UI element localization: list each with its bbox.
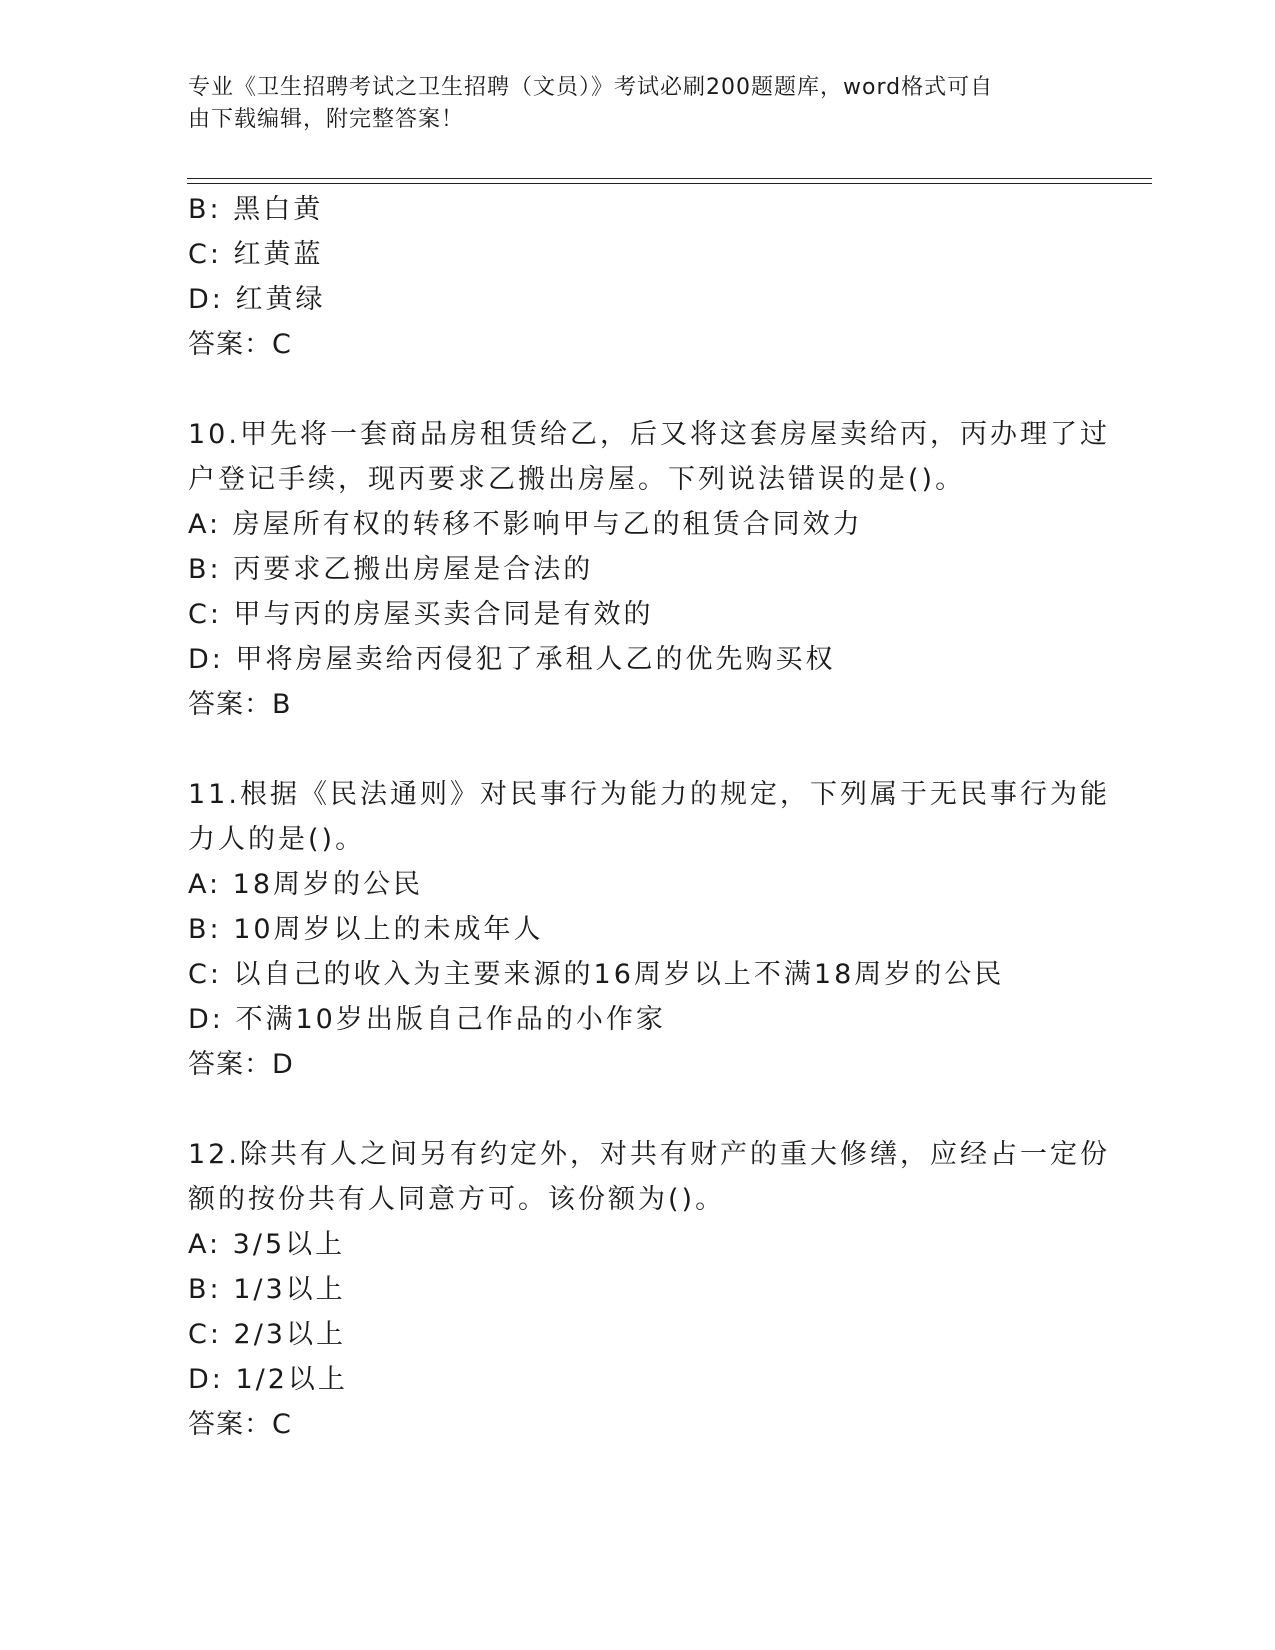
q12-option-c: C: 2/3以上 [188, 1319, 346, 1350]
q10-answer: 答案：B [188, 689, 292, 720]
q11-option-d: D: 不满10岁出版自己作品的小作家 [188, 1004, 666, 1035]
q11-stem-line-1: 11.根据《民法通则》对民事行为能力的规定，下列属于无民事行为能 [188, 779, 1110, 810]
q10-option-d: D: 甲将房屋卖给丙侵犯了承租人乙的优先购买权 [188, 644, 836, 675]
q11-stem-line-2: 力人的是()。 [188, 824, 366, 855]
q11-option-a: A: 18周岁的公民 [188, 869, 424, 900]
q12-option-d: D: 1/2以上 [188, 1364, 348, 1395]
q12-stem-line-1: 12.除共有人之间另有约定外，对共有财产的重大修缮，应经占一定份 [188, 1139, 1110, 1170]
q10-option-b: B: 丙要求乙搬出房屋是合法的 [188, 554, 594, 585]
prev-option-c: C: 红黄蓝 [188, 239, 324, 270]
prev-option-b: B: 黑白黄 [188, 194, 324, 225]
q11-option-b: B: 10周岁以上的未成年人 [188, 914, 544, 945]
header-line-1: 专业《卫生招聘考试之卫生招聘（文员）》考试必刷200题题库，word格式可自 [188, 75, 994, 100]
header-line-2: 由下载编辑，附完整答案！ [188, 107, 465, 132]
header-divider-bottom [187, 183, 1152, 184]
q12-option-a: A: 3/5以上 [188, 1229, 346, 1260]
header-divider-top [187, 178, 1152, 179]
prev-answer: 答案：C [188, 329, 292, 360]
q10-stem-line-2: 户登记手续，现丙要求乙搬出房屋。下列说法错误的是()。 [188, 464, 966, 495]
document-header [188, 72, 1068, 136]
q10-option-c: C: 甲与丙的房屋买卖合同是有效的 [188, 599, 654, 630]
q10-option-a: A: 房屋所有权的转移不影响甲与乙的租赁合同效力 [188, 509, 863, 540]
q11-answer: 答案：D [188, 1049, 294, 1080]
q12-answer: 答案：C [188, 1409, 292, 1440]
q12-option-b: B: 1/3以上 [188, 1274, 346, 1305]
q12-stem-line-2: 额的按份共有人同意方可。该份额为()。 [188, 1184, 726, 1215]
q10-stem-line-1: 10.甲先将一套商品房租赁给乙，后又将这套房屋卖给丙，丙办理了过 [188, 419, 1110, 450]
prev-option-d: D: 红黄绿 [188, 284, 326, 315]
q11-option-c: C: 以自己的收入为主要来源的16周岁以上不满18周岁的公民 [188, 959, 1005, 990]
